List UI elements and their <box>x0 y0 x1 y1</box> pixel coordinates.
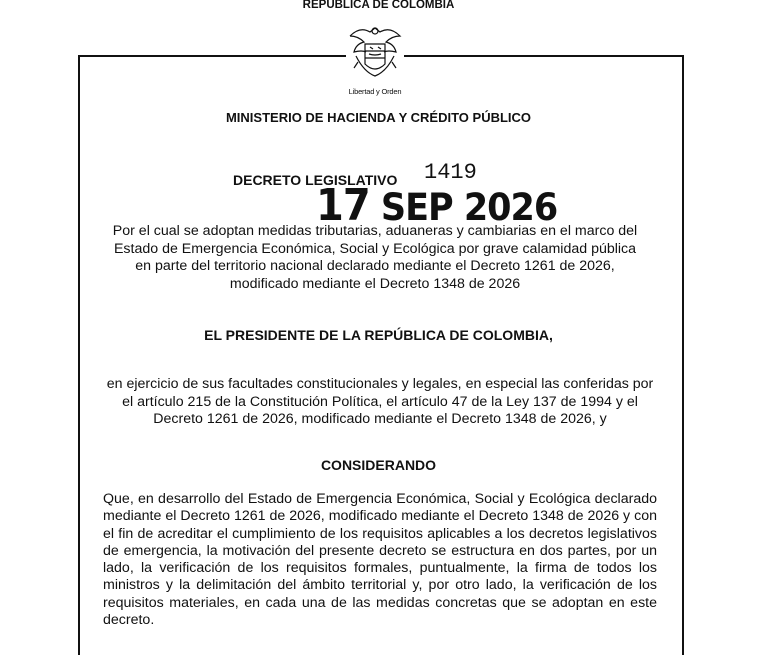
coat-of-arms-icon <box>346 22 404 66</box>
republic-heading: REPÚBLICA DE COLOMBIA <box>302 0 455 11</box>
considering-heading: CONSIDERANDO <box>320 457 437 473</box>
decree-number: 1419 <box>424 160 477 185</box>
motto: Libertad y Orden <box>330 87 420 96</box>
ministry-heading: MINISTERIO DE HACIENDA Y CRÉDITO PÚBLICO <box>225 110 532 125</box>
decree-label: DECRETO LEGISLATIVO <box>233 172 398 188</box>
president-heading: EL PRESIDENTE DE LA REPÚBLICA DE COLOMBIA, <box>204 327 553 343</box>
date-stamp-month-year: SEP 2026 <box>380 186 558 230</box>
considering-paragraph: Que, en desarrollo del Estado de Emergencia Económica, Social y Ecológica declarado mediante el Decreto 1261 de 2026, modificado mediante el Decreto 1348 de 2026 y con el fin de acreditar el cumplimiento de los requisitos aplicables a los decretos legislativos de emergencia, la motivación del presente decreto se estructura en dos partes, por un lado, la verificación de los requisitos formales, puntualmente, la firma de todos los ministros y la delimitación del ámbito territorial y, por otro lado, la verificación de los requisitos materiales, en cada una de las medidas concretas que se adoptan en este decreto. <box>103 491 657 629</box>
decree-subject: Por el cual se adoptan medidas tributarias, aduaneras y cambiarias en el marco del Estado de Emergencia Económica, Social y Ecológica por grave calamidad pública en parte del territorio nacional declarado mediante el Decreto 1261 de 2026, modificado mediante el Decreto 1348 de 2026 <box>112 223 638 292</box>
faculties-paragraph: en ejercicio de sus facultades constitucionales y legales, en especial las conferidas por el artículo 215 de la Constitución Política, el artículo 47 de la Ley 137 de 1994 y el Decreto 1261 de 2026, modificado mediante el Decreto 1348 de 2026, y <box>106 376 654 427</box>
date-stamp-day: 17 <box>316 181 370 231</box>
